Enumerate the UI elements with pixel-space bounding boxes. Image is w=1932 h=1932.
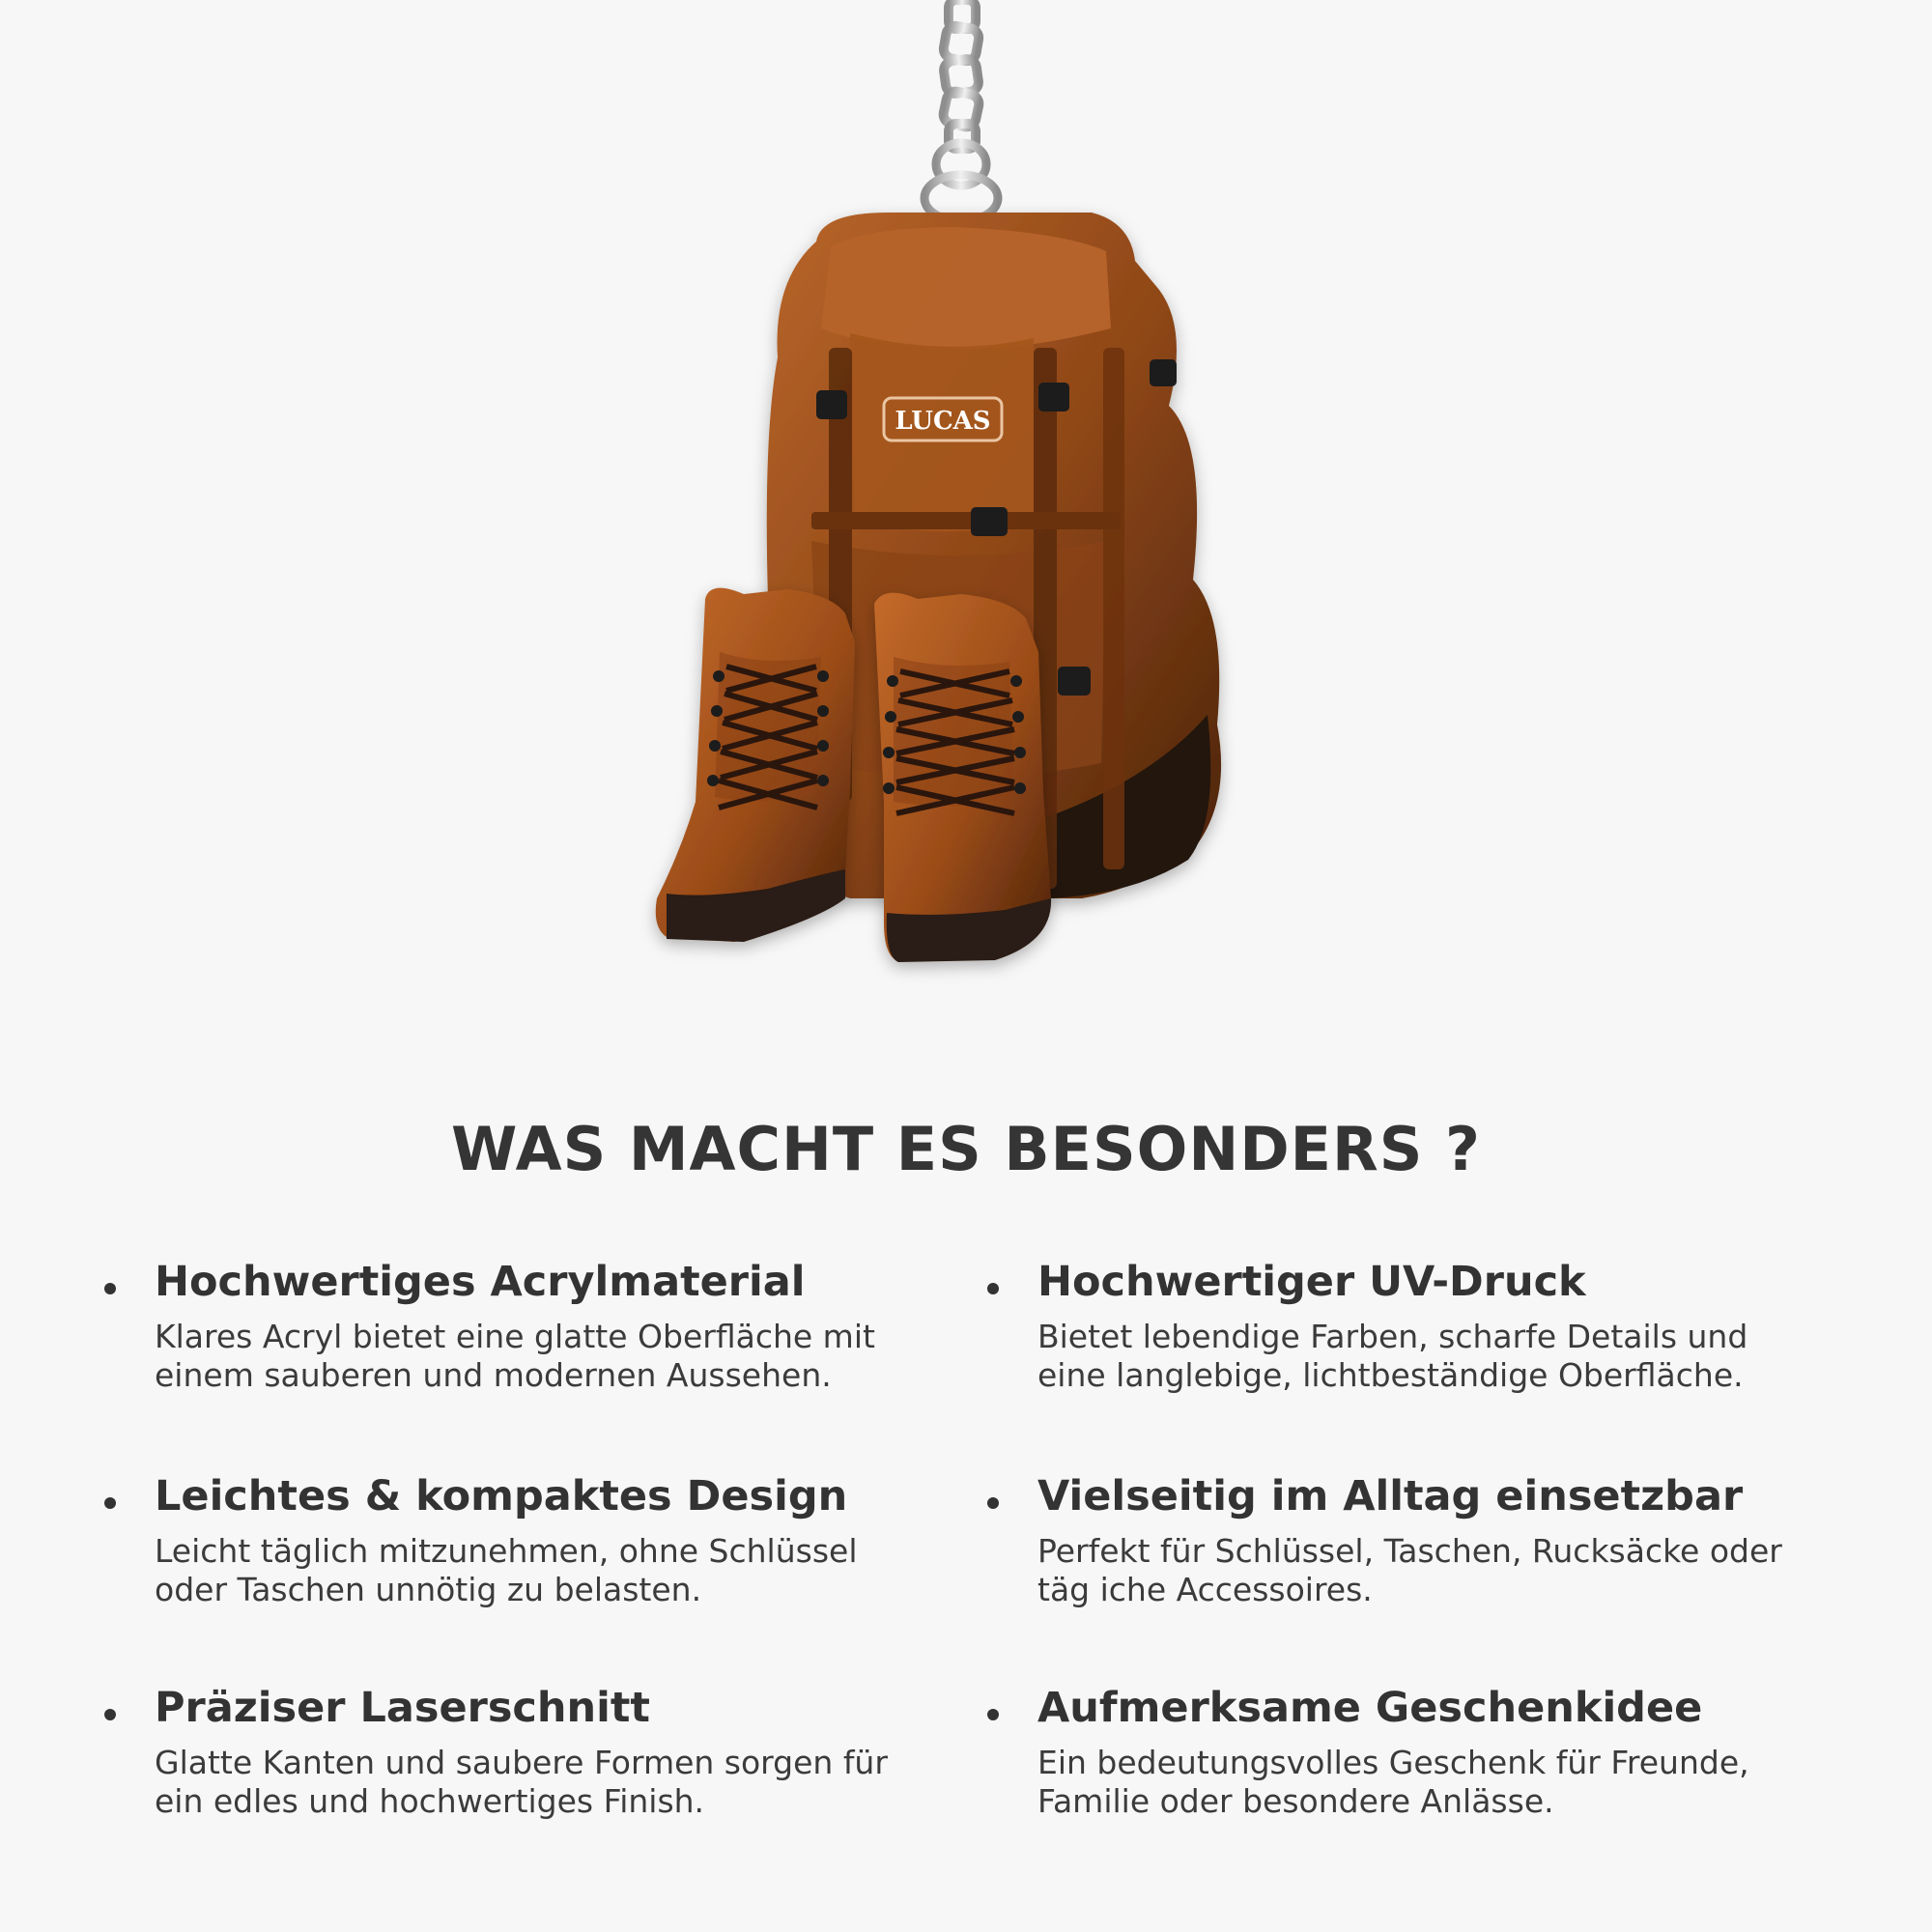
feature-item xyxy=(987,1680,1818,1821)
bullet-icon xyxy=(104,1709,116,1720)
feature-list xyxy=(0,1254,1932,1853)
feature-title: Vielseitig im Alltag einsetzbar xyxy=(1037,1472,1744,1520)
feature-description: Leicht täglich mitzunehmen, ohne Schlüssel oder Taschen unnötig zu belasten. xyxy=(155,1532,858,1608)
bullet-icon xyxy=(987,1709,999,1720)
feature-description: Klares Acryl bietet eine glatte Oberfläche mit einem sauberen und modernen Aussehen. xyxy=(155,1318,875,1394)
feature-title: Leichtes & kompaktes Design xyxy=(155,1472,848,1520)
feature-item xyxy=(104,1680,935,1821)
feature-description: Bietet lebendige Farben, scharfe Details und eine langlebige, lichtbeständige Oberfläche. xyxy=(1037,1318,1748,1394)
feature-item xyxy=(104,1468,935,1609)
feature-title: Präziser Laserschnitt xyxy=(155,1684,650,1732)
bullet-icon xyxy=(987,1283,999,1294)
feature-description: Glatte Kanten und saubere Formen sorgen für ein edles und hochwertiges Finish. xyxy=(155,1744,888,1820)
bullet-icon xyxy=(987,1497,999,1509)
right-boot-image xyxy=(874,593,1051,962)
bullet-icon xyxy=(104,1497,116,1509)
feature-item xyxy=(104,1254,935,1395)
bullet-icon xyxy=(104,1283,116,1294)
left-boot-image xyxy=(656,588,855,942)
feature-description: Perfekt für Schlüssel, Taschen, Rucksäcke oder täg iche Accessoires. xyxy=(1037,1532,1782,1608)
feature-title: Aufmerksame Geschenkidee xyxy=(1037,1684,1703,1732)
feature-item xyxy=(987,1468,1818,1609)
feature-item xyxy=(987,1254,1818,1395)
section-title: WAS MACHT ES BESONDERS ? xyxy=(451,1114,1481,1184)
name-tag-text: LUCAS xyxy=(895,407,991,436)
feature-title: Hochwertiger UV-Druck xyxy=(1037,1258,1586,1306)
keychain-chain xyxy=(924,0,998,221)
feature-description: Ein bedeutungsvolles Geschenk für Freunde, Familie oder besondere Anlässe. xyxy=(1037,1744,1749,1820)
feature-title: Hochwertiges Acrylmaterial xyxy=(155,1258,806,1306)
